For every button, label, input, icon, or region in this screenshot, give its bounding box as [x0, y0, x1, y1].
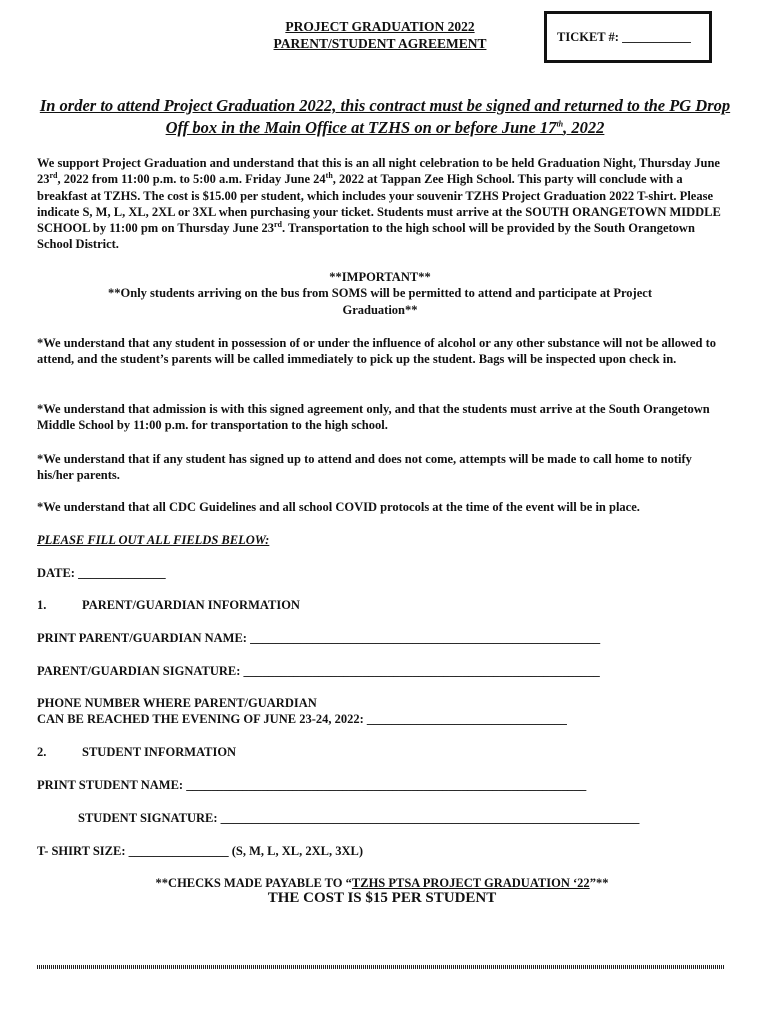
tshirt-size-field[interactable]: T- SHIRT SIZE: ________________ (S, M, L, XL, 2XL, 3XL) — [37, 844, 364, 858]
parent-signature-field[interactable]: PARENT/GUARDIAN SIGNATURE: _________________________________________________________ — [37, 664, 600, 678]
checks-payee: TZHS PTSA PROJECT GRADUATION ‘22 — [351, 876, 590, 890]
important-text: **Only students arriving on the bus from SOMS will be permitted to attend and participate at Project Graduation** — [108, 286, 652, 317]
student-signature-field[interactable]: STUDENT SIGNATURE: ___________________________________________________________________ — [78, 811, 640, 825]
intro-sup-2: th — [325, 171, 333, 181]
student-name-field[interactable]: PRINT STUDENT NAME: ________________________________________________________________ — [37, 778, 587, 792]
section-2-title: STUDENT INFORMATION — [82, 745, 237, 759]
intro-sup-3: rd — [274, 220, 282, 230]
phone-label-1: PHONE NUMBER WHERE PARENT/GUARDIAN — [37, 696, 317, 710]
ticket-label: TICKET #: ___________ — [557, 29, 691, 44]
phone-label-2: CAN BE REACHED THE EVENING OF JUNE 23-24, 2022: ________________________________ — [37, 712, 567, 727]
deadline-year: , 2022 — [563, 118, 605, 137]
clause-alcohol: *We understand that any student in possession of or under the influence of alcohol or any other substance will not be allowed to attend, and the student’s parents will be called immediately to pick up the student. Bags will be inspected upon check in. — [37, 336, 717, 367]
checks-suffix: ”** — [589, 876, 609, 890]
section-2-number: 2. — [37, 745, 47, 759]
intro-text-3: , 2022 at Tappan Zee High School. This party will conclude with a breakfast at TZHS. The cost is $15.00 per student, which includes your souvenir TZHS Project Graduation 2022 T-shirt. Please indicate S, M, L, XL, 2XL or 3XL when purchasing your ticket. Students must arrive at the SOUTH ORANGETOWN MIDDLE SCHOOL by 11:00 pm on Thursday June 23 — [37, 172, 721, 236]
section-student-heading — [37, 744, 727, 760]
checks-prefix: **CHECKS MADE PAYABLE TO “ — [155, 876, 352, 890]
section-1-title: PARENT/GUARDIAN INFORMATION — [82, 598, 300, 612]
important-notice — [70, 269, 690, 318]
ticket-number-box — [544, 11, 712, 63]
date-field[interactable]: DATE: ______________ — [37, 566, 166, 580]
title-line-2: PARENT/STUDENT AGREEMENT — [273, 36, 487, 51]
deadline-sup: th — [556, 119, 564, 129]
deadline-text: In order to attend Project Graduation 2022, this contract must be signed and returned to the PG Drop Off box in the Main Office at TZHS on or before June 17 — [39, 96, 731, 137]
parent-name-field[interactable]: PRINT PARENT/GUARDIAN NAME: ________________________________________________________ — [37, 631, 601, 645]
document-title — [240, 18, 520, 52]
intro-text-1: We support Project Graduation and understand that this is an all night celebration to be held Graduation Night, Thursday June 23 — [37, 156, 720, 187]
clause-no-show: *We understand that if any student has signed up to attend and does not come, attempts will be made to call home to notify his/her parents. — [37, 452, 692, 483]
fill-instruction: PLEASE FILL OUT ALL FIELDS BELOW: — [37, 533, 270, 547]
cut-line-divider — [37, 965, 725, 969]
parent-phone-field[interactable] — [37, 695, 727, 728]
cost-statement: THE COST IS $15 PER STUDENT — [267, 890, 497, 906]
section-1-number: 1. — [37, 598, 47, 612]
intro-sup-1: rd — [49, 171, 58, 181]
intro-paragraph — [37, 155, 727, 253]
intro-text-2: , 2022 from 11:00 p.m. to 5:00 a.m. Friday June 24 — [57, 172, 326, 187]
deadline-notice — [30, 95, 740, 139]
intro-text-4: . Transportation to the high school will be provided by the South Orangetown School District. — [37, 221, 695, 252]
title-line-1: PROJECT GRADUATION 2022 — [285, 19, 475, 34]
clause-covid: *We understand that all CDC Guidelines and all school COVID protocols at the time of the event will be in place. — [37, 500, 640, 514]
important-title: **IMPORTANT** — [329, 270, 431, 284]
clause-admission: *We understand that admission is with this signed agreement only, and that the students must arrive at the South Orangetown Middle School by 11:00 p.m. for transportation to the high school. — [37, 402, 710, 433]
checks-payable-note — [37, 875, 727, 891]
section-parent-heading — [37, 597, 727, 613]
